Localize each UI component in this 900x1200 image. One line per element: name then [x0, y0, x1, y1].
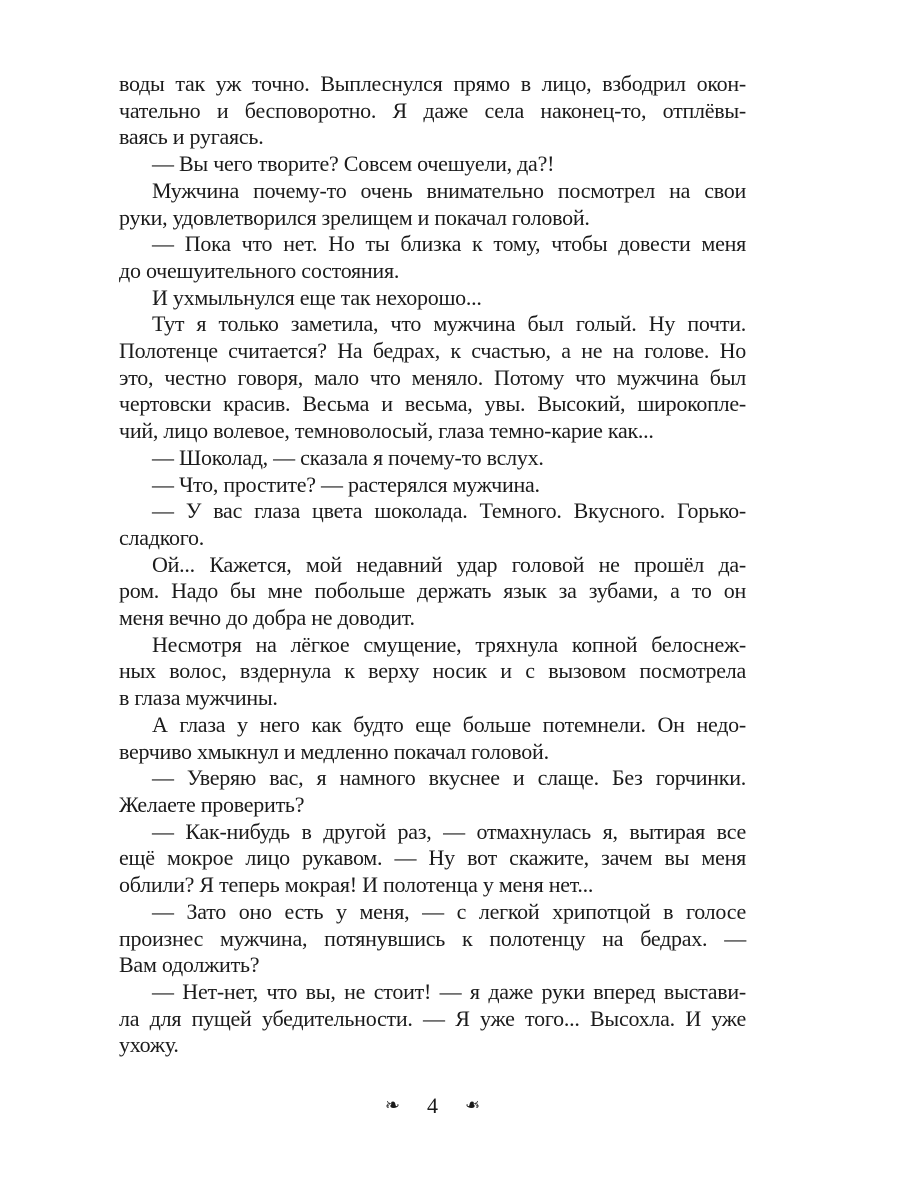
text-line: Вам одолжить?	[119, 952, 260, 978]
text-line: сладкого.	[119, 524, 204, 550]
text-line: меня вечно до добра не доводит.	[119, 605, 415, 631]
text-line: Ой... Кажется, мой недавний удар головой не прошёл да-	[152, 551, 746, 577]
text-line: — Нет-нет, что вы, не стоит! — я даже руки вперед выстави-	[152, 978, 746, 1004]
text-line: А глаза у него как будто еще больше потемнели. Он недо-	[152, 711, 746, 737]
text-line: облили? Я теперь мокрая! И полотенца у меня нет...	[119, 872, 594, 898]
text-line: в глаза мужчины.	[119, 685, 278, 711]
text-line: ваясь и ругаясь.	[119, 124, 264, 150]
text-line: верчиво хмыкнул и медленно покачал головой.	[119, 738, 549, 764]
text-line: это, честно говоря, мало что меняло. Потому что мужчина был	[119, 364, 746, 390]
text-line: Желаете проверить?	[119, 791, 305, 817]
text-line: чертовски красив. Весьма и весьма, увы. Высокий, широкопле-	[119, 391, 746, 417]
text-line: до очешуительного состояния.	[119, 257, 400, 283]
page-footer	[119, 1091, 746, 1121]
text-line: чательно и бесповоротно. Я даже села наконец-то, отплёвы-	[119, 97, 746, 123]
text-line: — У вас глаза цвета шоколада. Темного. Вкусного. Горько-	[152, 498, 746, 524]
text-line: ещё мокрое лицо рукавом. — Ну вот скажите, зачем вы меня	[119, 845, 746, 871]
text-line: И ухмыльнулся еще так нехорошо...	[152, 284, 482, 310]
text-line: чий, лицо волевое, темноволосый, глаза темно-карие как...	[119, 418, 654, 444]
text-line: воды так уж точно. Выплеснулся прямо в лицо, взбодрил окон-	[119, 71, 746, 96]
text-line: руки, удовлетворился зрелищем и покачал головой.	[119, 204, 590, 230]
text-line: произнес мужчина, потянувшись к полотенцу на бедрах. —	[119, 925, 746, 951]
text-line: ром. Надо бы мне побольше держать язык за зубами, а то он	[119, 578, 746, 604]
text-line: — Зато оно есть у меня, — с легкой хрипотцой в голосе	[152, 898, 746, 924]
page-text	[119, 71, 746, 1059]
text-line: — Вы чего творите? Совсем очешуели, да?!	[152, 151, 555, 177]
text-line: — Уверяю вас, я намного вкуснее и слаще. Без горчинки.	[152, 765, 746, 791]
text-line: — Что, простите? — растерялся мужчина.	[152, 471, 540, 497]
text-line: Мужчина почему-то очень внимательно посмотрел на свои	[152, 177, 746, 203]
text-line: ных волос, вздернула к верху носик и с вызовом посмотрела	[119, 658, 746, 684]
floral-ornament-left-icon: ❧	[384, 1095, 400, 1116]
page-number: 4	[427, 1093, 438, 1118]
text-line: — Как-нибудь в другой раз, — отмахнулась я, вытирая все	[152, 818, 746, 844]
text-line: Тут я только заметила, что мужчина был голый. Ну почти.	[152, 311, 746, 337]
text-line: ухожу.	[119, 1032, 179, 1058]
text-line: ла для пущей убедительности. — Я уже того... Высохла. И уже	[119, 1005, 746, 1031]
floral-ornament-right-icon: ❧	[465, 1095, 481, 1116]
text-line: — Пока что нет. Но ты близка к тому, чтобы довести меня	[152, 231, 746, 257]
text-line: Несмотря на лёгкое смущение, тряхнула копной белоснеж-	[152, 631, 746, 657]
text-line: Полотенце считается? На бедрах, к счастью, а не на голове. Но	[119, 338, 746, 364]
text-line: — Шоколад, — сказала я почему-то вслух.	[152, 444, 544, 470]
